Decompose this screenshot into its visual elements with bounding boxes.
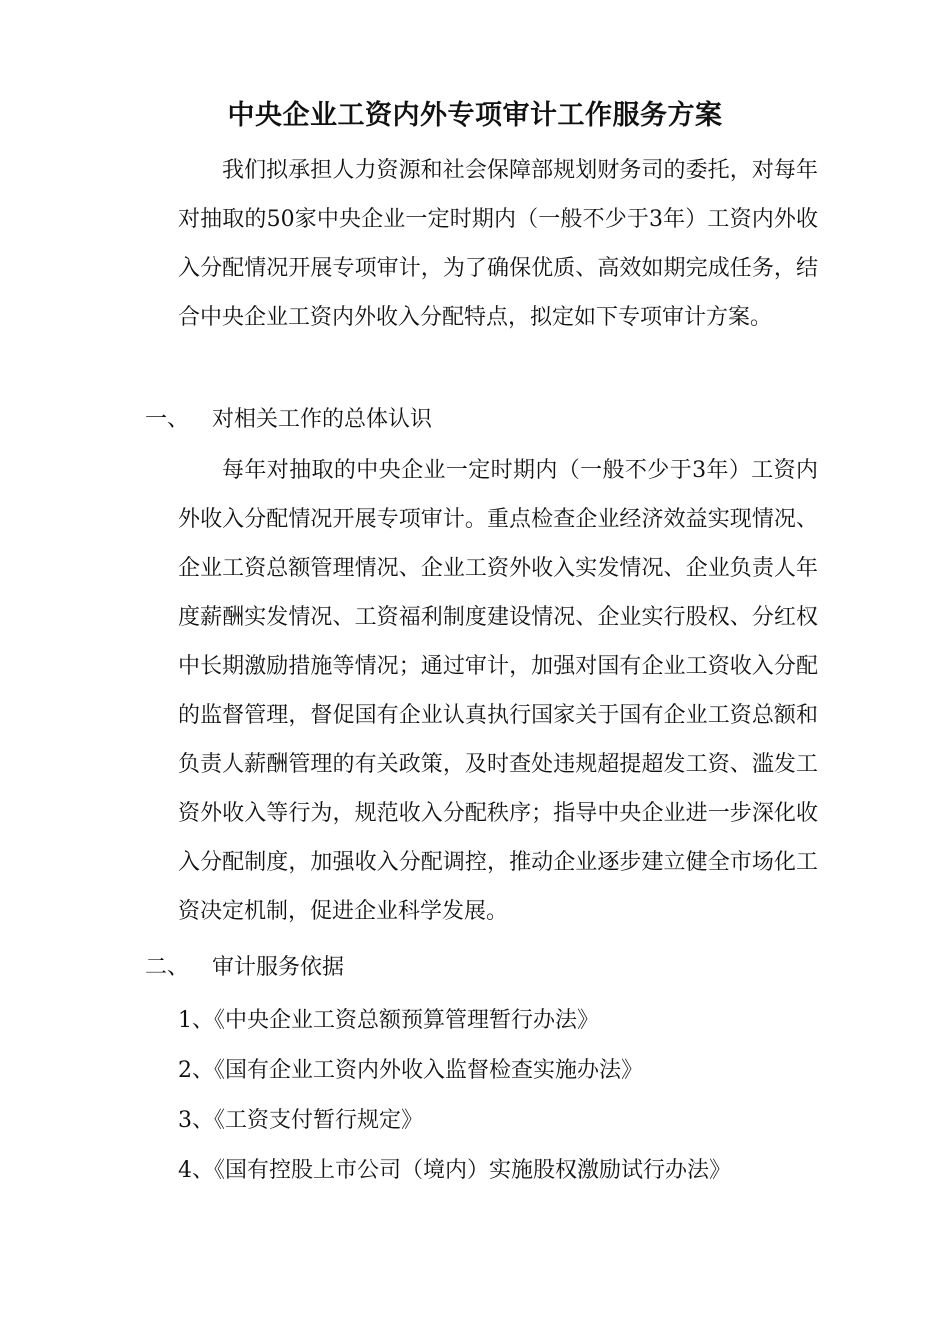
- list-item: 4、《国有控股上市公司（境内）实施股权激励试行办法》: [178, 1158, 731, 1183]
- document-title: 中央企业工资内外专项审计工作服务方案: [227, 100, 723, 131]
- intro-paragraph: 我们拟承担人力资源和社会保障部规划财务司的委托，对每年对抽取的50家中央企业一定时期内（一般不少于3年）工资内外收入分配情况开展专项审计，为了确保优质、高效如期完成任务，结合中央企业工资内外收入分配特点，拟定如下专项审计方案。: [178, 158, 818, 330]
- section-heading-text: 审计服务依据: [212, 955, 345, 980]
- list-item: 2、《国有企业工资内外收入监督检查实施办法》: [178, 1058, 643, 1083]
- list-item: 3、《工资支付暂行规定》: [178, 1108, 423, 1133]
- overview-paragraph: 每年对抽取的中央企业一定时期内（一般不少于3年）工资内外收入分配情况开展专项审计。重点检查企业经济效益实现情况、 企业工资总额管理情况、企业工资外收入实发情况、企业负责人年度薪酬实发情况、工资福利制度建设情况、企业实行股权、分红权中长期激励措施等情况；通过审计，加强对国有企业工资收入分配的监督管理，督促国有企业认真执行国家关于国有企业工资总额和负责人薪酬管理的有关政策，及时查处违规超提超发工资、滥发工资外收入等行为，规范收入分配秩序；指导中央企业进一步深化收入分配制度，加强收入分配调控，推动企业逐步建立健全市场化工资决定机制，促进企业科学发展。: [178, 458, 818, 924]
- section-number: 二、: [145, 955, 190, 980]
- section-number: 一、: [145, 407, 190, 432]
- section-heading-overview: [145, 400, 432, 440]
- list-item: 1、《中央企业工资总额预算管理暂行办法》: [178, 1008, 599, 1033]
- reference-list: [178, 996, 731, 1196]
- section-heading-text: 对相关工作的总体认识: [212, 407, 433, 432]
- section-heading-basis: [145, 948, 344, 988]
